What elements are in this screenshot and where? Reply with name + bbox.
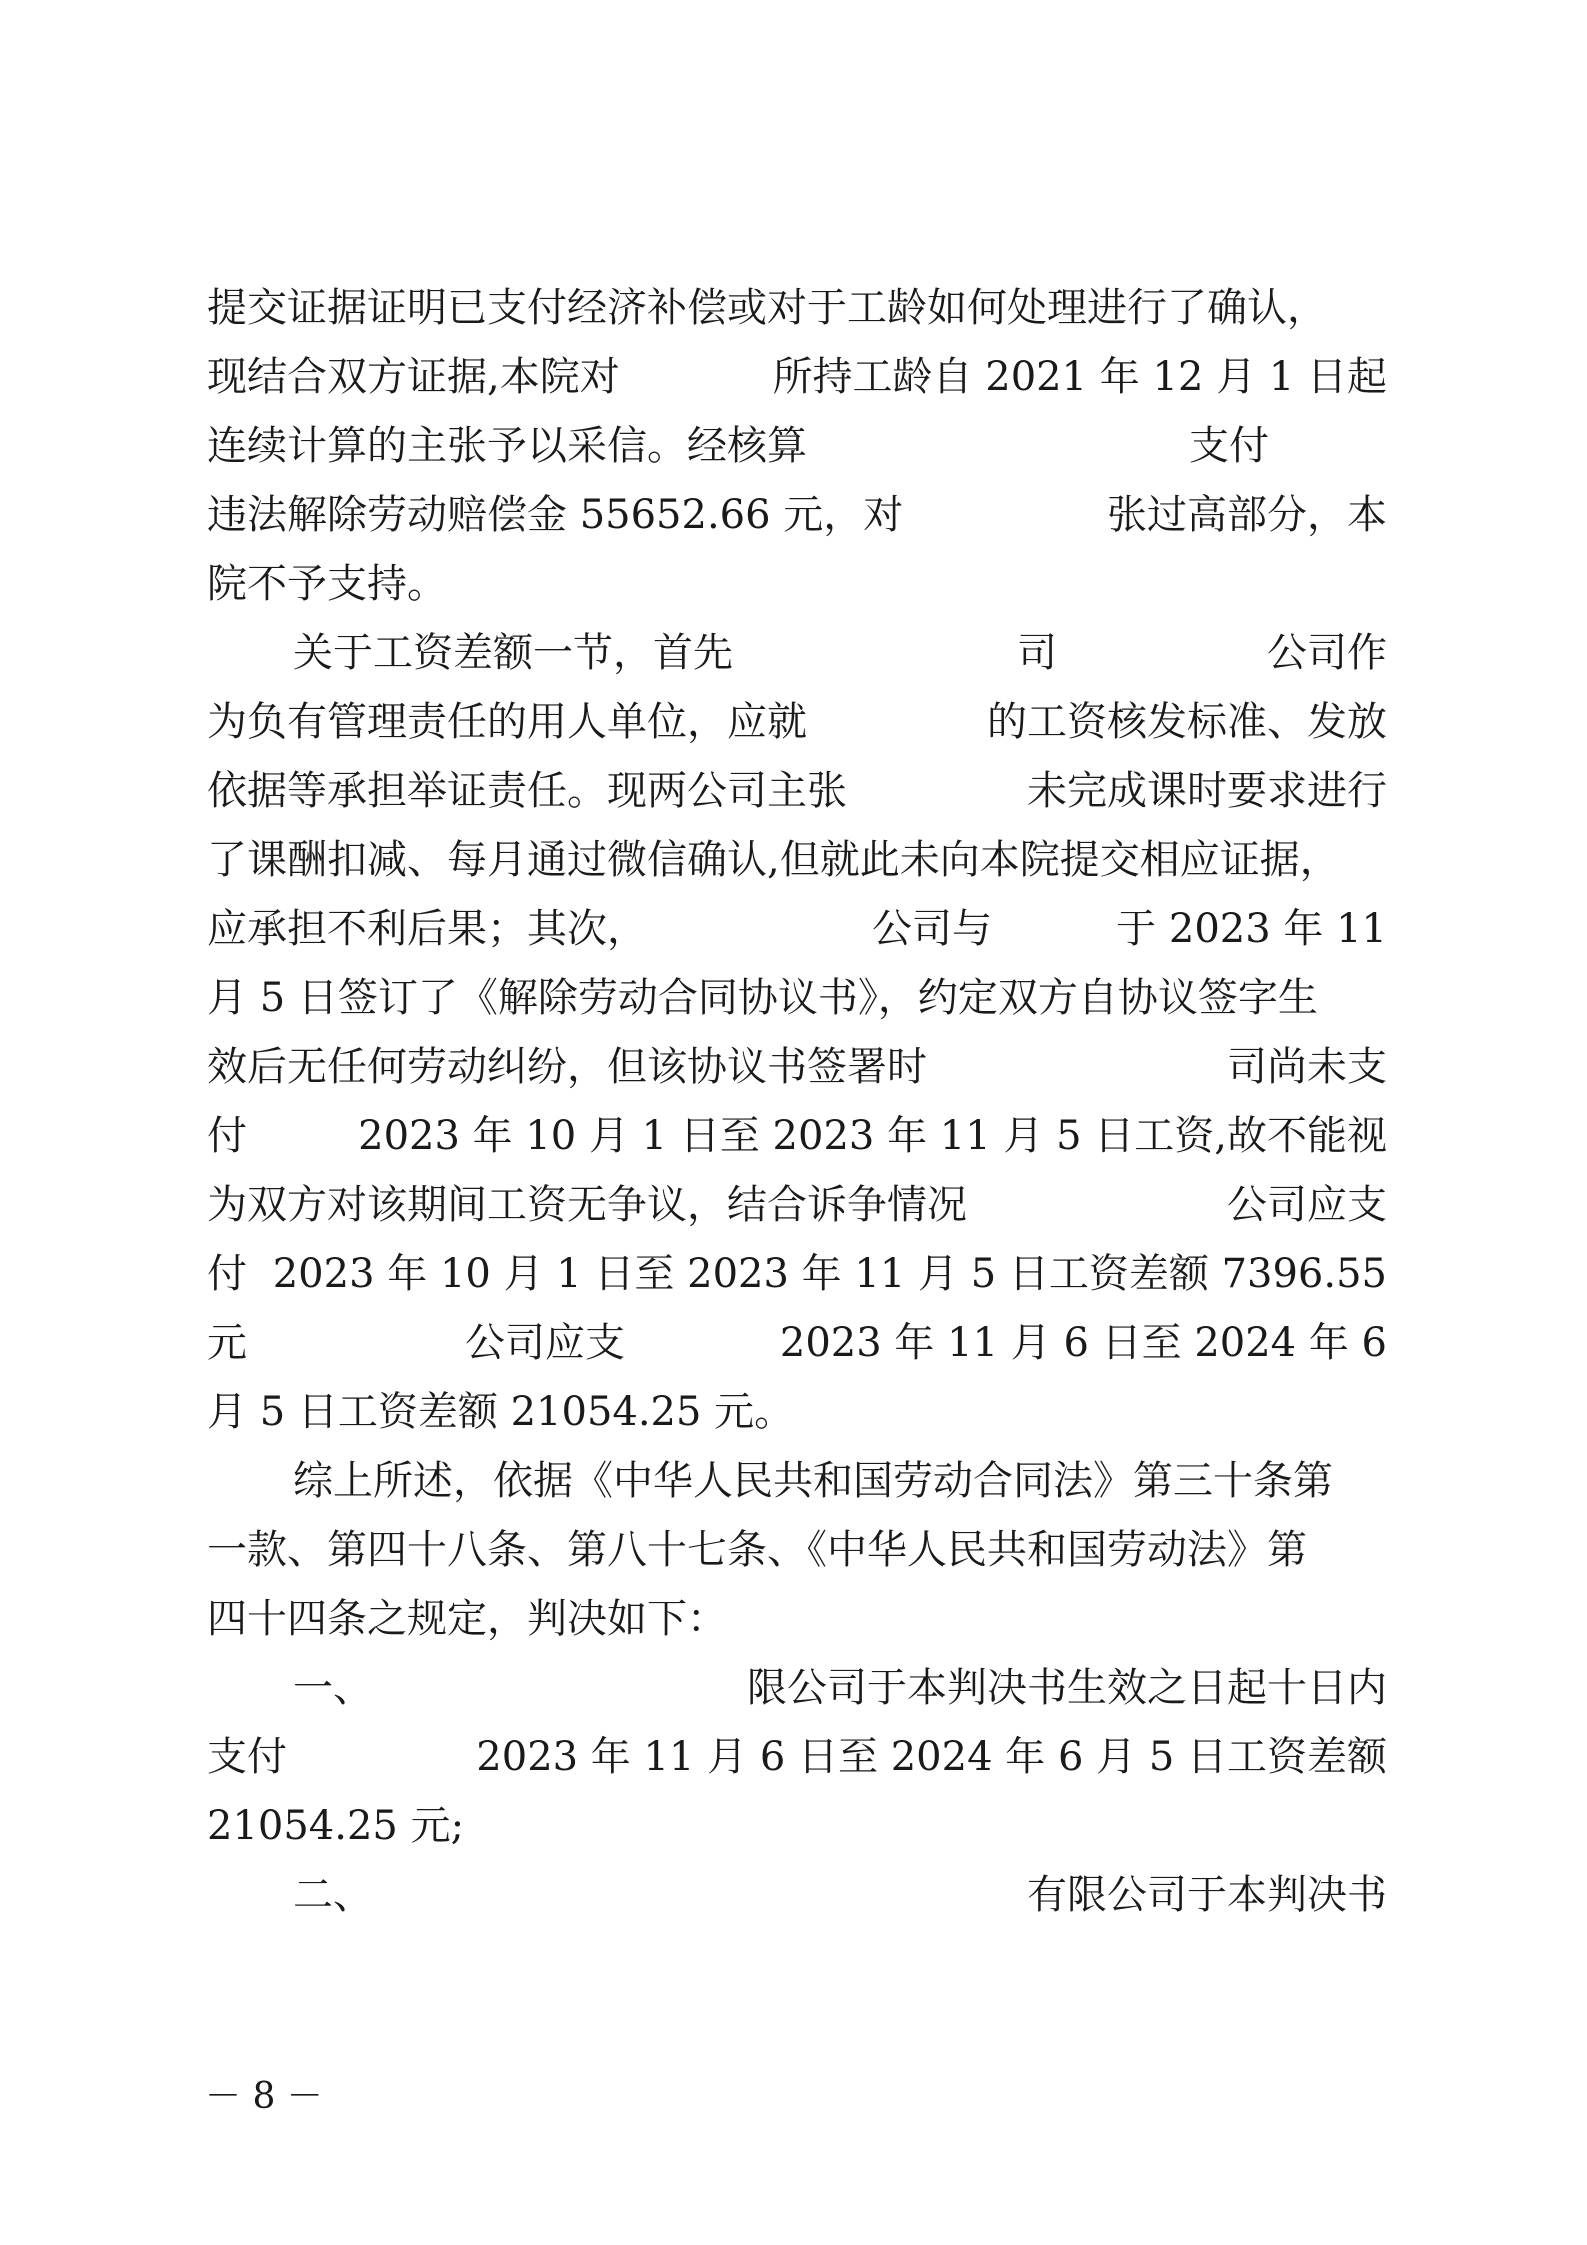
text-line — [207, 617, 1387, 689]
text-line — [207, 1652, 1387, 1724]
text-segment: 有限公司于本判决书 — [1027, 1872, 1387, 1918]
text-line — [207, 1238, 1387, 1310]
text-segment: 限公司于本判决书生效之日起十日内 — [747, 1665, 1387, 1711]
text-segment: 21054.25 元; — [207, 1803, 465, 1849]
text-segment: 综上所述，依据《中华人民共和国劳动合同法》第三十条第 — [293, 1458, 1333, 1504]
text-segment: 一、 — [293, 1665, 373, 1711]
text-segment: 2023 年 11 月 6 日至 2024 年 6 — [779, 1320, 1387, 1366]
text-segment: 效后无任何劳动纠纷，但该协议书签署时 — [207, 1044, 927, 1090]
text-segment: 连续计算的主张予以采信。经核算 — [207, 423, 807, 469]
text-segment: 现结合双方证据,本院对 — [207, 354, 620, 400]
text-line — [207, 548, 1387, 620]
text-line — [207, 893, 1387, 965]
text-segment: 未完成课时要求进行 — [1027, 768, 1387, 814]
text-line — [207, 479, 1387, 551]
text-line — [207, 1583, 1387, 1655]
text-segment: 于 2023 年 11 — [1116, 906, 1387, 952]
text-line — [207, 1376, 1387, 1448]
text-segment: 二、 — [293, 1872, 373, 1918]
text-segment: 2023 年 10 月 1 日至 2023 年 11 月 5 日工资,故不能视 — [358, 1113, 1387, 1159]
text-segment: 月 5 日签订了《解除劳动合同协议书》，约定双方自协议签字生 — [207, 975, 1318, 1021]
text-segment: 付 — [207, 1251, 247, 1297]
text-line — [207, 1445, 1387, 1517]
text-line — [207, 410, 1387, 482]
text-segment: 公司与 — [872, 906, 992, 952]
text-segment: 了课酬扣减、每月通过微信确认,但就此未向本院提交相应证据， — [207, 837, 1340, 883]
text-line — [207, 1100, 1387, 1172]
text-segment: 司尚未支 — [1227, 1044, 1387, 1090]
text-line — [207, 341, 1387, 413]
text-line — [207, 824, 1387, 896]
text-segment: 关于工资差额一节，首先 — [293, 630, 733, 676]
text-segment: 四十四条之规定，判决如下： — [207, 1596, 727, 1642]
text-segment: 公司作 — [1267, 630, 1387, 676]
text-line — [207, 1514, 1387, 1586]
text-segment: 院不予支持。 — [207, 561, 447, 607]
text-line — [207, 1169, 1387, 1241]
text-segment: 月 5 日工资差额 21054.25 元。 — [207, 1389, 795, 1435]
text-segment: 为双方对该期间工资无争议，结合诉争情况 — [207, 1182, 967, 1228]
text-segment: 为负有管理责任的用人单位，应就 — [207, 699, 807, 745]
text-segment: 元 — [207, 1320, 247, 1366]
text-line — [207, 1859, 1387, 1931]
text-line — [207, 686, 1387, 758]
page-number: － 8 － — [205, 2076, 323, 2117]
text-line — [207, 1790, 1387, 1862]
text-segment: 支付 — [207, 1734, 287, 1780]
text-segment: 2023 年 11 月 6 日至 2024 年 6 月 5 日工资差额 — [476, 1734, 1387, 1780]
text-line — [207, 1307, 1387, 1379]
text-segment: 所持工龄自 2021 年 12 月 1 日起 — [772, 354, 1387, 400]
text-segment: 付 — [207, 1113, 247, 1159]
text-line — [207, 1721, 1387, 1793]
text-segment: 依据等承担举证责任。现两公司主张 — [207, 768, 847, 814]
text-segment: 支付 — [1189, 423, 1269, 469]
text-segment: 公司应支 — [1227, 1182, 1387, 1228]
text-segment: 违法解除劳动赔偿金 55652.66 元，对 — [207, 492, 904, 538]
text-line — [207, 272, 1387, 344]
text-segment: 提交证据证明已支付经济补偿或对于工龄如何处理进行了确认， — [207, 285, 1327, 331]
text-segment: 公司应支 — [465, 1320, 625, 1366]
text-segment: 司 — [1017, 630, 1057, 676]
text-line — [207, 755, 1387, 827]
text-line — [207, 1031, 1387, 1103]
text-segment: 应承担不利后果；其次， — [207, 906, 647, 952]
text-segment: 2023 年 10 月 1 日至 2023 年 11 月 5 日工资差额 7396.55 — [272, 1251, 1387, 1297]
text-segment: 张过高部分，本 — [1107, 492, 1387, 538]
text-segment: 的工资核发标准、发放 — [987, 699, 1387, 745]
text-line — [207, 962, 1387, 1034]
text-segment: 一款、第四十八条、第八十七条、《中华人民共和国劳动法》第 — [207, 1527, 1307, 1573]
